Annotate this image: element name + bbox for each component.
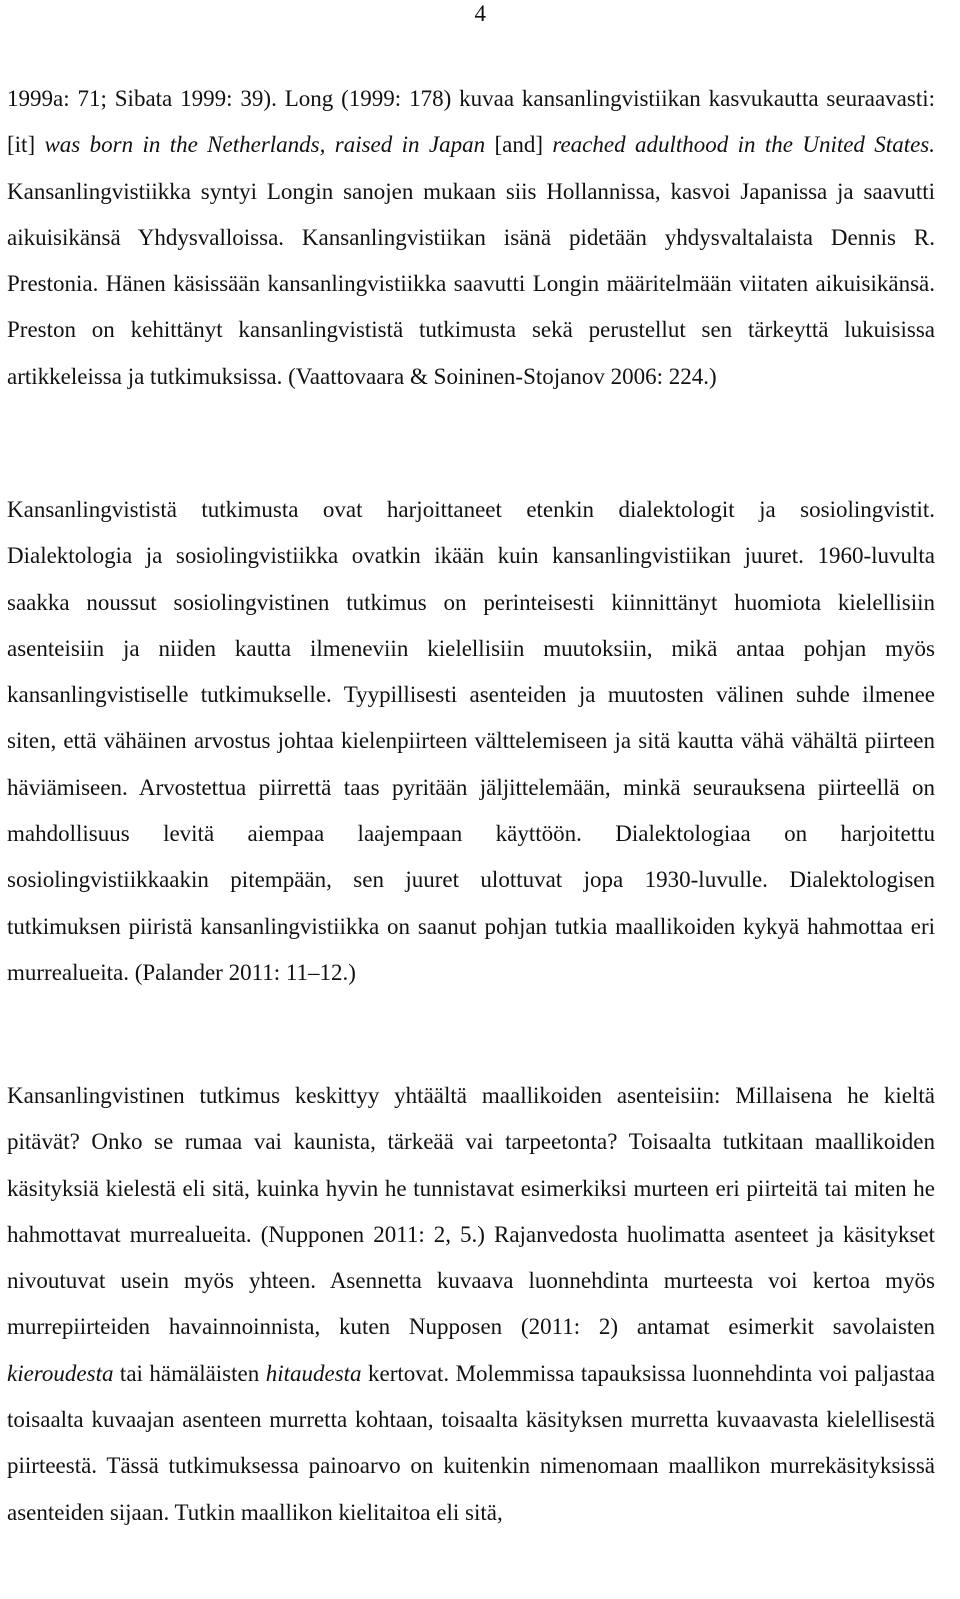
text-segment: [and] <box>485 132 553 158</box>
text-segment: tai hämäläisten <box>113 1360 266 1386</box>
paragraph-1 <box>7 76 935 400</box>
text-segment: Kansanlingvististä tutkimusta ovat harjoittaneet etenkin dialektologit ja sosiolingvistit. Dialektologia ja sosiolingvistiikka ovatkin ikään kuin kansanlingvistiikan juuret. 1960-luvulta saakka noussut sosiolingvistinen tutkimus on perinteisesti kiinnittänyt huomiota kielellisiin asenteisiin ja niiden kautta ilmeneviin kielellisiin muutoksiin, mikä antaa pohjan myös kansanlingvistiselle tutkimukselle. Tyypillisesti asenteiden ja muutosten välinen suhde ilmenee siten, että vähäinen arvostus johtaa kielenpiirteen välttelemiseen ja sitä kautta vähä vähältä piirteen häviämiseen. Arvostettua piirrettä taas pyritään jäljittelemään, minkä seurauksena piirteellä on mahdollisuus levitä aiempaa laajempaan käyttöön. Dialektologiaa on harjoitettu sosiolingvistiikkaakin pitempään, sen juuret ulottuvat jopa 1930-luvulle. Dialektologisen tutkimuksen piiristä kansanlingvistiikka on saanut pohjan tutkia maallikoiden kykyä hahmottaa eri murrealueita. (Palander 2011: 11–12.) <box>7 497 935 985</box>
paragraph-2 <box>7 487 935 996</box>
italic-segment: kieroudesta <box>7 1360 114 1386</box>
text-segment: 1999a: 71; Sibata 1999: 39). Long (1999: 178) kuvaa kansanlingvistiikan kasvukautta seuraavasti: [it] <box>7 86 935 158</box>
paragraph-3 <box>7 1073 935 1536</box>
text-segment: Kansanlingvistinen tutkimus keskittyy yhtäältä maallikoiden asenteisiin: Millaisena he kieltä pitävät? Onko se rumaa vai kaunista, tärkeää vai tarpeetonta? Toisaalta tutkitaan maallikoiden käsityksiä kielestä eli sitä, kuinka hyvin he tunnistavat esimerkiksi murteen eri piirteitä tai miten he hahmottavat murrealueita. (Nupponen 2011: 2, 5.) Rajanvedosta huolimatta asenteet ja käsitykset nivoutuvat usein myös yhteen. Asennetta kuvaava luonnehdinta murteesta voi kertoa myös murrepiirteiden havainnoinnista, kuten Nupposen (2011: 2) antamat esimerkit savolaisten <box>7 1083 935 1340</box>
text-segment: kertovat. Molemmissa tapauksissa luonnehdinta voi paljastaa toisaalta kuvaajan asenteen murretta kohtaan, toisaalta käsityksen murretta kuvaavasta kielellisestä piirteestä. Tässä tutkimuksessa painoarvo on kuitenkin nimenomaan maallikon murrekäsityksissä asenteiden sijaan. Tutkin maallikon kielitaitoa eli sitä, <box>7 1360 935 1525</box>
page-number: 4 <box>474 1 486 26</box>
italic-segment: hitaudesta <box>265 1360 362 1386</box>
italic-segment: reached adulthood in the United States. <box>552 132 935 158</box>
text-segment: Kansanlingvistiikka syntyi Longin sanojen mukaan siis Hollannissa, kasvoi Japanissa ja saavutti aikuisikänsä Yhdysvalloissa. Kansanlingvistiikan isänä pidetään yhdysvaltalaista Dennis R. Prestonia. Hänen käsissään kansanlingvistiikka saavutti Longin määritelmään viitaten aikuisikänsä. Preston on kehittänyt kansanlingvististä tutkimusta sekä perustellut sen tärkeyttä lukuisissa artikkeleissa ja tutkimuksissa. (Vaattovaara & Soininen-Stojanov 2006: 224.) <box>7 178 935 389</box>
italic-segment: was born in the Netherlands, raised in Japan <box>44 132 486 158</box>
